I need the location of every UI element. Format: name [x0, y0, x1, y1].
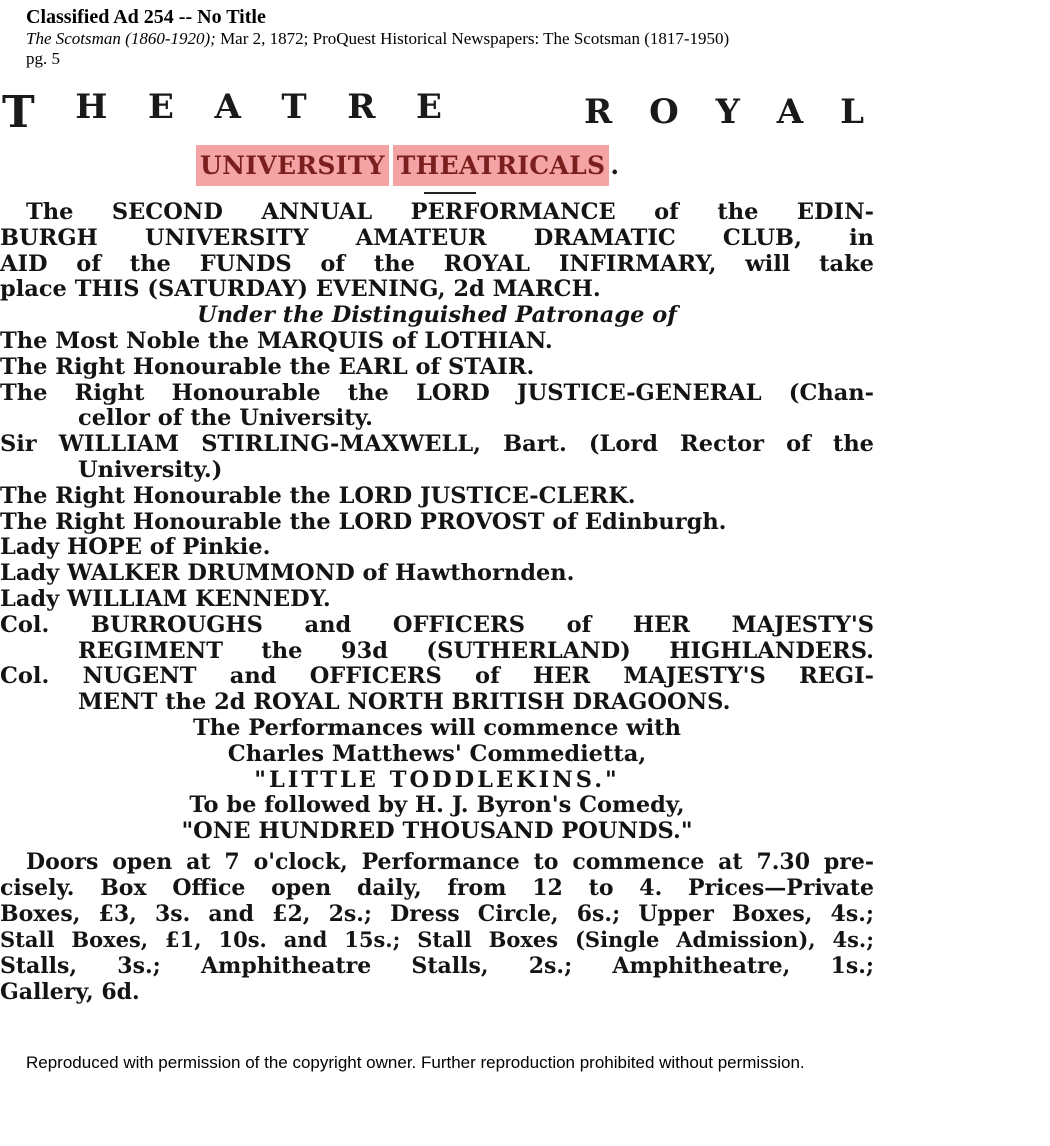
list-item: The Right Honourable the EARL of STAIR. [0, 353, 535, 380]
list-item: The Right Honourable the LORD JUSTICE-GENERAL (Chan- [0, 379, 874, 406]
list-item: Lady HOPE of Pinkie. [0, 534, 271, 561]
masthead-letter: R [584, 92, 613, 132]
masthead-theatre [2, 87, 442, 138]
program-title: "LITTLE TODDLEKINS." [254, 766, 620, 793]
intro-paragraph [0, 200, 874, 303]
masthead-letter: A [776, 92, 804, 132]
text-line: cisely. Box Office open daily, from 12 to 4. Prices—Private [0, 874, 874, 901]
search-highlight: THEATRICALS [393, 145, 610, 186]
text-line: place THIS (SATURDAY) EVENING, 2d MARCH. [0, 276, 601, 303]
text-line: The SECOND ANNUAL PERFORMANCE of the EDIN- [26, 199, 874, 225]
masthead-letter: A [214, 86, 241, 127]
list-item: Lady WALKER DRUMMOND of Hawthornden. [0, 560, 575, 587]
program-line: The Performances will commence with [193, 714, 681, 741]
list-item: Col. BURROUGHS and OFFICERS of HER MAJESTY'S [0, 611, 874, 638]
list-item: Lady WILLIAM KENNEDY. [0, 585, 331, 612]
document-header [26, 6, 1026, 68]
text-line: AID of the FUNDS of the ROYAL INFIRMARY, will take [0, 250, 874, 277]
divider-rule [424, 192, 476, 194]
list-item-continuation: REGIMENT the 93d (SUTHERLAND) HIGHLANDERS. [78, 637, 874, 664]
citation [26, 28, 1026, 49]
list-item-continuation: cellor of the University. [78, 405, 373, 432]
program-line: To be followed by H. J. Byron's Comedy, [189, 792, 685, 819]
text-line: Stalls, 3s.; Amphitheatre Stalls, 2s.; Amphitheatre, 1s.; [0, 952, 874, 979]
subheading [196, 142, 619, 188]
masthead-royal [584, 92, 864, 132]
list-item: Sir WILLIAM STIRLING-MAXWELL, Bart. (Lord Rector of the [0, 431, 874, 458]
list-item-continuation: University.) [78, 456, 223, 483]
masthead-letter: E [147, 86, 174, 127]
program-line: Charles Matthews' Commedietta, [227, 740, 647, 767]
program-title: "ONE HUNDRED THOUSAND POUNDS." [181, 818, 693, 845]
list-item: The Right Honourable the LORD PROVOST of Edinburgh. [0, 508, 727, 535]
masthead-letter: E [416, 86, 442, 127]
ad-body [0, 200, 874, 1005]
patron-list [0, 329, 874, 716]
list-item: Col. NUGENT and OFFICERS of HER MAJESTY'S REGI- [0, 663, 874, 690]
masthead-letter: T [281, 86, 307, 127]
masthead-letter: O [649, 92, 679, 132]
list-item: The Most Noble the MARQUIS of LOTHIAN. [0, 327, 553, 354]
citation-source: The Scotsman (1860-1920); [26, 29, 216, 48]
list-item-continuation: MENT the 2d ROYAL NORTH BRITISH DRAGOONS. [78, 689, 731, 716]
text-line: Boxes, £3, 3s. and £2, 2s.; Dress Circle, 6s.; Upper Boxes, 4s.; [0, 900, 874, 927]
text-line: BURGH UNIVERSITY AMATEUR DRAMATIC CLUB, in [0, 224, 874, 251]
masthead-letter: L [840, 92, 864, 132]
citation-details: Mar 2, 1872; ProQuest Historical Newspapers: The Scotsman (1817-1950) [215, 29, 730, 48]
text-line: Doors open at 7 o'clock, Performance to commence at 7.30 pre- [26, 848, 874, 875]
masthead-letter: R [347, 86, 376, 127]
masthead [2, 86, 868, 138]
text-line: Stall Boxes, £1, 10s. and 15s.; Stall Boxes (Single Admission), 4s.; [0, 926, 874, 952]
masthead-letter: Y [715, 92, 740, 132]
patronage-heading: Under the Distinguished Patronage of [197, 302, 677, 329]
masthead-letter: H [75, 86, 108, 127]
prices-paragraph [0, 849, 874, 1005]
page-number: pg. 5 [26, 49, 60, 68]
newspaper-clipping [0, 88, 880, 1028]
copyright-notice: Reproduced with permission of the copyright owner. Further reproduction prohibited without permission. [26, 1053, 805, 1072]
program-block [0, 716, 874, 845]
masthead-letter: T [2, 86, 35, 138]
list-item: The Right Honourable the LORD JUSTICE-CLERK. [0, 482, 636, 509]
subheading-period: . [610, 150, 620, 180]
ad-title: Classified Ad 254 -- No Title [26, 6, 266, 28]
text-line: Gallery, 6d. [0, 978, 140, 1005]
search-highlight: UNIVERSITY [196, 145, 389, 186]
